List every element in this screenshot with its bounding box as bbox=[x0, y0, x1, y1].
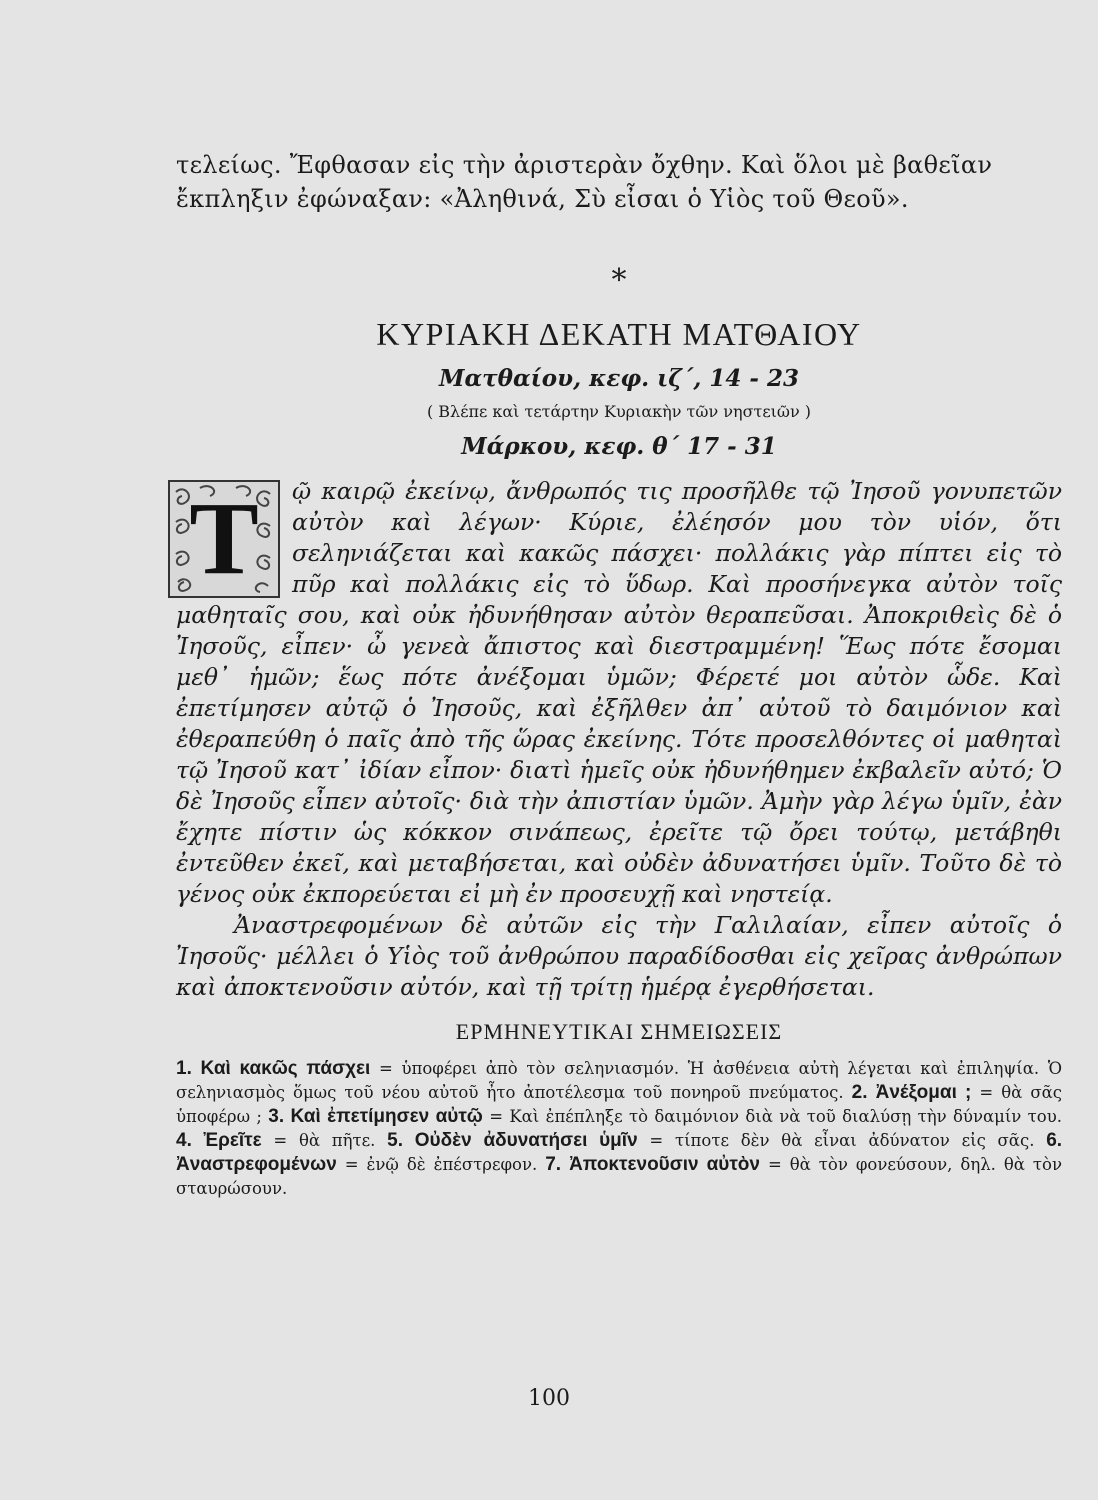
note-term: 2. Ἀνέξομαι ; bbox=[851, 1082, 972, 1103]
intro-text: τελείως. Ἔφθασαν εἰς τὴν ἀριστερὰν ὄχθην. Καὶ ὅλοι μὲ βαθεῖαν ἔκπληξιν ἐφώναξαν: «Ἀληθινά, Σὺ εἶσαι ὁ Υἱὸς τοῦ Θεοῦ». bbox=[176, 151, 993, 213]
note-definition: = ὑποφέρει ἀπὸ τὸν σεληνιασμόν. Ἡ ἀσθένεια αὐτὴ λέγεται καὶ ἐπιληψία. Ὁ σεληνιασμὸς ὅμως τοῦ νέου αὐτοῦ ἦτο ἀποτέλεσμα τοῦ πονηροῦ πνεύματος. bbox=[176, 1059, 1063, 1102]
gospel-text bbox=[176, 476, 1062, 1003]
note-term: 5. Οὐδὲν ἀδυνατήσει ὑμῖν bbox=[387, 1130, 638, 1151]
note-definition: = ἐνῷ δὲ ἐπέστρεφον. bbox=[344, 1155, 538, 1174]
note-definition: = τίποτε δὲν θὰ εἶναι ἀδύνατον εἰς σᾶς. bbox=[649, 1131, 1035, 1150]
gospel-reference-matthew: Ματθαίου, κεφ. ιζ΄, 14 - 23 bbox=[438, 365, 799, 392]
note-definition: = θὰ σᾶς ὑποφέρω ; bbox=[176, 1083, 1062, 1126]
gospel-paragraph-2: Ἀναστρεφομένων δὲ αὐτῶν εἰς τὴν Γαλιλαίαν, εἶπεν αὐτοῖς ὁ Ἰησοῦς· μέλλει ὁ Υἱὸς τοῦ ἀνθρώπου παραδίδοσθαι εἰς χεῖρας ἀνθρώπων καὶ ἀποκτενοῦσιν αὐτόν, καὶ τῇ τρίτῃ ἡμέρᾳ ἐγερθήσεται. bbox=[176, 911, 1062, 1001]
note-term: 6. Ἀναστρεφομένων bbox=[176, 1130, 1063, 1175]
note-term: 4. Ἐρεῖτε bbox=[176, 1130, 262, 1151]
note-definition: = Καὶ ἐπέπληξε τὸ δαιμόνιον διὰ νὰ τοῦ διαλύσῃ τὴν δύναμίν του. bbox=[489, 1107, 1062, 1126]
gospel-paragraph-1: ῷ καιρῷ ἐκείνῳ, ἄνθρωπός τις προσῆλθε τῷ Ἰησοῦ γονυπετῶν αὐτὸν καὶ λέγων· Κύριε, ἐλέησόν μου τὸν υἱόν, ὅτι σεληνιάζεται καὶ κακῶς πάσχει· πολλάκις γὰρ πίπτει εἰς τὸ πῦρ καὶ πολλάκις εἰς τὸ ὕδωρ. Καὶ προσήνεγκα αὐτὸν τοῖς μαθηταῖς σου, καὶ οὐκ ἠδυνήθησαν αὐτὸν θεραπεῦσαι. Ἀποκριθεὶς δὲ ὁ Ἰησοῦς, εἶπεν· ὦ γενεὰ ἄπιστος καὶ διεστραμμένη! Ἕως πότε ἔσομαι μεθ᾽ ἡμῶν; ἕως πότε ἀνέξομαι ὑμῶν; Φέρετέ μοι αὐτὸν ὧδε. Καὶ ἐπετίμησεν αὐτῷ ὁ Ἰησοῦς, καὶ ἐξῆλθεν ἀπ᾽ αὐτοῦ τὸ δαιμόνιον καὶ ἐθεραπεύθη ὁ παῖς ἀπὸ τῆς ὥρας ἐκείνης. Τότε προσελθόντες οἱ μαθηταὶ τῷ Ἰησοῦ κατ᾽ ἰδίαν εἶπον· διατὶ ἡμεῖς οὐκ ἠδυνήθημεν ἐκβαλεῖν αὐτό; Ὁ δὲ Ἰησοῦς εἶπεν αὐτοῖς· διὰ τὴν ἀπιστίαν ὑμῶν. Ἀμὴν γὰρ λέγω ὑμῖν, ἐὰν ἔχητε πίστιν ὡς κόκκον σινάπεως, ἐρεῖτε τῷ ὄρει τούτῳ, μετάβηθι ἐντεῦθεν ἐκεῖ, καὶ μεταβήσεται, καὶ οὐδὲν ἀδυνατήσει ὑμῖν. Τοῦτο δὲ τὸ γένος οὐκ ἐκπορεύεται εἰ μὴ ἐν προσευχῇ καὶ νηστείᾳ. bbox=[176, 477, 1062, 908]
note-definition: = θὰ τὸν φονεύσουν, δηλ. θὰ τὸν σταυρώσουν. bbox=[176, 1155, 1063, 1198]
page-number: 100 bbox=[528, 1386, 570, 1411]
note-definition: = θὰ πῆτε. bbox=[273, 1131, 376, 1150]
note-term: 1. Καὶ κακῶς πάσχει bbox=[176, 1058, 371, 1079]
drop-cap-letter: Τ bbox=[189, 481, 259, 596]
chapter-title: ΚΥΡΙΑΚΗ ΔΕΚΑΤΗ ΜΑΤΘΑΙΟΥ bbox=[376, 316, 862, 352]
note-term: 7. Ἀποκτενοῦσιν αὐτὸν bbox=[545, 1154, 760, 1175]
explanatory-notes bbox=[176, 1057, 1062, 1201]
gospel-reference-mark: Μάρκου, κεφ. θ΄ 17 - 31 bbox=[461, 433, 777, 460]
cross-reference-note: ( Βλέπε καὶ τετάρτην Κυριακὴν τῶν νηστειῶν ) bbox=[426, 402, 812, 421]
page-content bbox=[176, 148, 1062, 1201]
separator-asterisk: * bbox=[611, 263, 627, 298]
drop-cap bbox=[168, 480, 280, 598]
note-term: 3. Καὶ ἐπετίμησεν αὐτῷ bbox=[268, 1106, 483, 1127]
section-title: ΕΡΜΗΝΕΥΤΙΚΑΙ ΣΗΜΕΙΩΣΕΙΣ bbox=[455, 1019, 783, 1044]
